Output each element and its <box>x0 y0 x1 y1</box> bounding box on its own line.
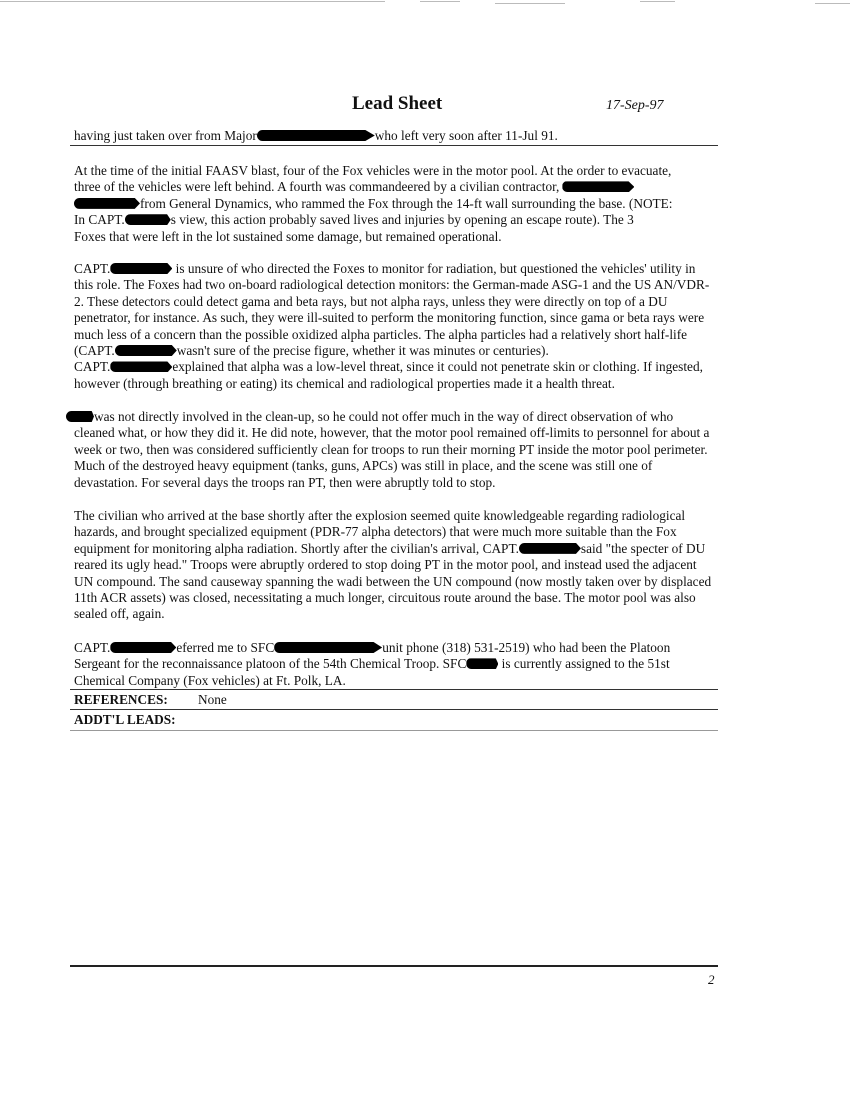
text: who left very soon after 11-Jul 91. <box>374 128 558 143</box>
text: is currently assigned to the 51st Chemical Company (Fox vehicles) at Ft. Polk, LA. <box>74 656 670 688</box>
redaction-mark <box>562 181 634 192</box>
redaction-mark <box>257 130 375 141</box>
references-label: REFERENCES: <box>74 692 168 707</box>
text-line <box>74 196 716 212</box>
text: wasn't sure of the precise figure, whether it was minutes or centuries). <box>176 343 549 359</box>
rule-top <box>70 145 718 146</box>
page-number: 2 <box>708 972 715 987</box>
redaction-mark <box>466 658 498 669</box>
text: unit phone (318) 531-2519) who had been the Platoon Sergeant for the reconnaissance platoon of the 54th Chemical Troop. SFC <box>74 640 671 672</box>
redaction-mark <box>110 361 172 372</box>
scan-artifact <box>815 3 850 4</box>
text: CAPT. <box>74 261 111 276</box>
rule-references <box>70 689 718 690</box>
text: eferred me to SFC <box>176 640 275 655</box>
text: CAPT. <box>74 640 111 655</box>
text: was not directly involved in the clean-up, so he could not offer much in the way of direct observation of who cleaned what, or how they did it. He did note, however, that the motor pool remained off-limits to personnel for about a week or two, then was considered sufficiently clean for troops to run their morning PT inside the motor pool perimeter. Much of the destroyed heavy equipment (tanks, guns, APCs) was still in place, and the scene was still one of devastation. For several days the troops ran PT, then were abruptly told to stop. <box>74 409 710 490</box>
text: The civilian who arrived at the base shortly after the explosion seemed quite knowledgeable regarding radiological hazards, and brought specialized equipment (PDR-77 alpha detectors) that were much more suitable than the Fox equipment for monitoring alpha radiation. Shortly after the civilian's arrival, CAPT. <box>74 508 686 556</box>
text: CAPT. <box>74 359 111 375</box>
scan-artifact <box>495 3 565 4</box>
text: having just taken over from Major <box>74 128 257 143</box>
paragraph-4 <box>74 508 716 623</box>
text: said "the specter of DU reared its ugly head." Troops were abruptly ordered to stop doing PT in the motor pool, and instead used the adjacent UN compound. The sand causeway spanning the wadi between the UN compound (now mostly taken over by displaced 11th ACR assets) was closed, necessitating a much longer, circuitous route around the base. The motor pool was also sealed off, again. <box>74 540 712 622</box>
redaction-mark <box>274 642 382 653</box>
text-line <box>74 359 716 392</box>
page-title: Lead Sheet <box>352 93 443 114</box>
text-line: At the time of the initial FAASV blast, four of the Fox vehicles were in the motor pool. At the order to evacuate, <box>74 163 672 178</box>
redaction-mark <box>115 345 177 356</box>
footer-rule <box>70 965 718 967</box>
text: from General Dynamics, who rammed the Fox through the 14-ft wall surrounding the base. (NOTE: <box>140 195 673 211</box>
paragraph-3 <box>74 409 716 491</box>
redaction-mark <box>66 411 94 422</box>
text-line: Foxes that were left in the lot sustained some damage, but remained operational. <box>74 228 502 244</box>
rule-bottom <box>70 730 718 731</box>
scan-artifact <box>0 1 385 2</box>
additional-leads-label: ADDT'L LEADS: <box>74 712 176 727</box>
paragraph-5 <box>74 640 716 689</box>
text-line <box>74 212 716 228</box>
scan-artifact <box>420 1 460 2</box>
text: is unsure of who directed the Foxes to monitor for radiation, but questioned the vehicles' utility in this role. The Foxes had two on-board radiological detection monitors: the German-made ASG-1 and the US AN/VDR-2. These detectors could detect gama and beta rays, but not alpha rays, unless they were directly on top of a DU penetrator, for instance. As such, they were ill-suited to perform the monitoring function, since gama or beta rays were much less of a concern than the possible oxidized alpha particles. The alpha particles had a relatively short half-life (CAPT. <box>74 261 710 359</box>
redaction-mark <box>110 263 172 274</box>
text-line <box>74 179 716 195</box>
paragraph-2 <box>74 261 716 392</box>
redaction-mark <box>110 642 176 653</box>
document-date: 17-Sep-97 <box>606 98 664 113</box>
scan-artifact <box>640 1 675 2</box>
text: In CAPT. <box>74 212 125 228</box>
redaction-mark <box>74 198 140 209</box>
redaction-mark <box>125 214 171 225</box>
text: explained that alpha was a low-level threat, since it could not penetrate skin or clothing. If ingested, however (through breathing or eating) its chemical and radiological properties made it a health threat. <box>74 359 703 391</box>
rule-leads <box>70 709 718 710</box>
text: s view, this action probably saved lives and injuries by opening an escape route). The 3 <box>170 212 634 228</box>
paragraph-continuation <box>74 128 716 144</box>
redaction-mark <box>519 543 581 554</box>
references-value: None <box>198 692 227 707</box>
text: three of the vehicles were left behind. A fourth was commandeered by a civilian contractor, <box>74 179 560 195</box>
paragraph-1 <box>74 163 716 245</box>
